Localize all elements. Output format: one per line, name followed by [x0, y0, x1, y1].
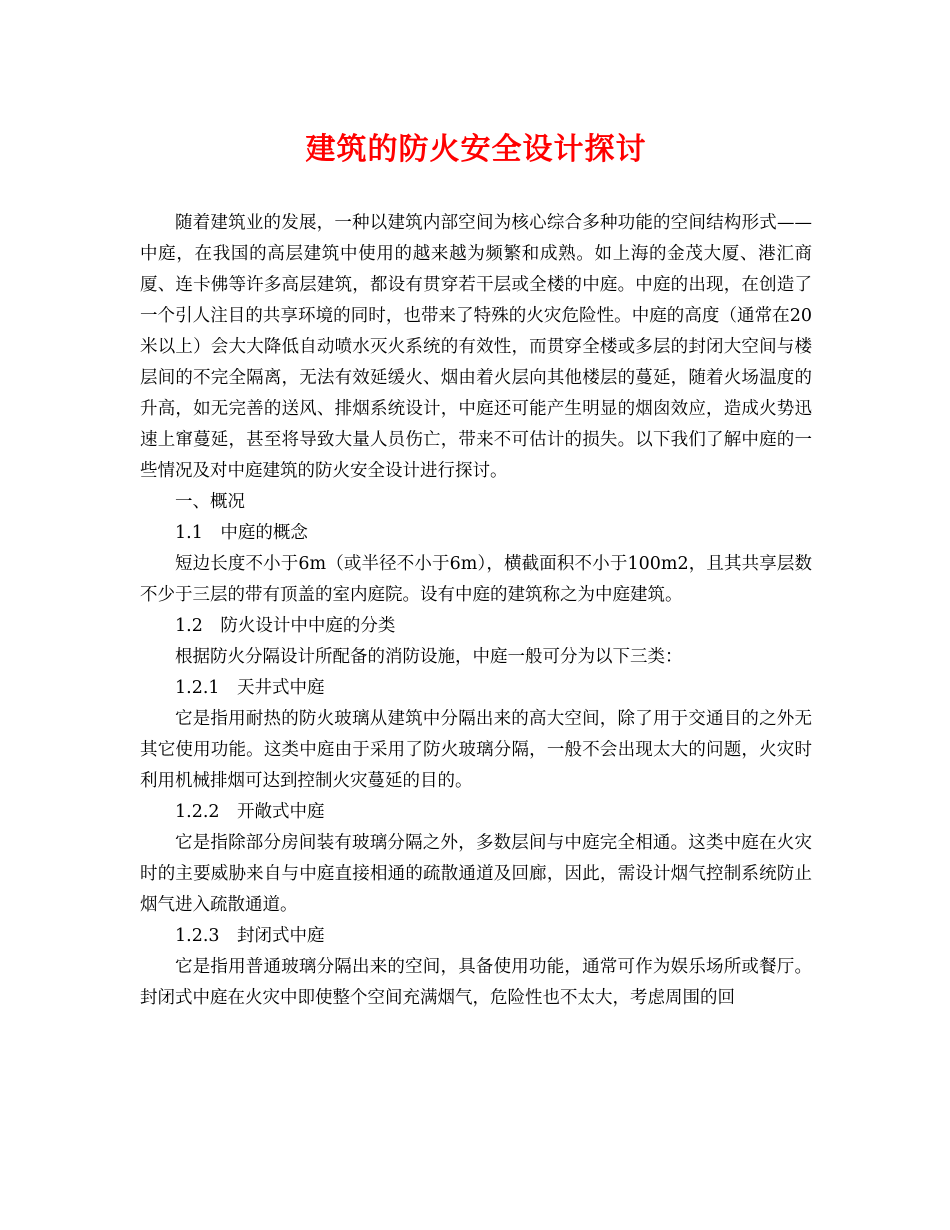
subsection-heading-atrium-classification: 1.2 防火设计中中庭的分类 — [175, 616, 396, 636]
subsection-heading-patio-atrium: 1.2.1 天井式中庭 — [175, 678, 325, 698]
subsection-heading-atrium-concept: 1.1 中庭的概念 — [175, 523, 308, 543]
paragraph-atrium-concept: 短边长度不小于6m（或半径不小于6m），横截面积不小于100m2，且其共享层数不少于三层的带有顶盖的室内庭院。设有中庭的建筑称之为中庭建筑。 — [140, 554, 812, 605]
paragraph-patio-atrium: 它是指用耐热的防火玻璃从建筑中分隔出来的高大空间，除了用于交通目的之外无其它使用功能。这类中庭由于采用了防火玻璃分隔，一般不会出现太大的问题，火灾时利用机械排烟可达到控制火灾蔓延的目的。 — [140, 709, 812, 791]
paragraph-enclosed-atrium: 它是指用普通玻璃分隔出来的空间，具备使用功能，通常可作为娱乐场所或餐厅。封闭式中庭在火灾中即使整个空间充满烟气，危险性也不太大，考虑周围的回 — [140, 957, 812, 1008]
paragraph-intro: 随着建筑业的发展，一种以建筑内部空间为核心综合多种功能的空间结构形式——中庭，在我国的高层建筑中使用的越来越为频繁和成熟。如上海的金茂大厦、港汇商厦、连卡佛等许多高层建筑，都设有贯穿若干层或全楼的中庭。中庭的出现，在创造了一个引人注目的共享环境的同时，也带来了特殊的火灾危险性。中庭的高度（通常在20米以上）会大大降低自动喷水灭火系统的有效性，而贯穿全楼或多层的封闭大空间与楼层间的不完全隔离，无法有效延缓火、烟由着火层向其他楼层的蔓延，随着火场温度的升高，如无完善的送风、排烟系统设计，中庭还可能产生明显的烟囱效应，造成火势迅速上窜蔓延，甚至将导致大量人员伤亡，带来不可估计的损失。以下我们了解中庭的一些情况及对中庭建筑的防火安全设计进行探讨。 — [140, 213, 812, 481]
subsection-heading-open-atrium: 1.2.2 开敞式中庭 — [175, 802, 325, 822]
paragraph-atrium-classification: 根据防火分隔设计所配备的消防设施，中庭一般可分为以下三类： — [175, 647, 683, 667]
paragraph-open-atrium: 它是指除部分房间装有玻璃分隔之外，多数层间与中庭完全相通。这类中庭在火灾时的主要威胁来自与中庭直接相通的疏散通道及回廊，因此，需设计烟气控制系统防止烟气进入疏散通道。 — [140, 833, 812, 915]
document-body — [140, 208, 812, 1014]
section-heading-overview: 一、概况 — [175, 492, 245, 512]
document-title: 建筑的防火安全设计探讨 — [305, 132, 647, 167]
subsection-heading-enclosed-atrium: 1.2.3 封闭式中庭 — [175, 926, 325, 946]
